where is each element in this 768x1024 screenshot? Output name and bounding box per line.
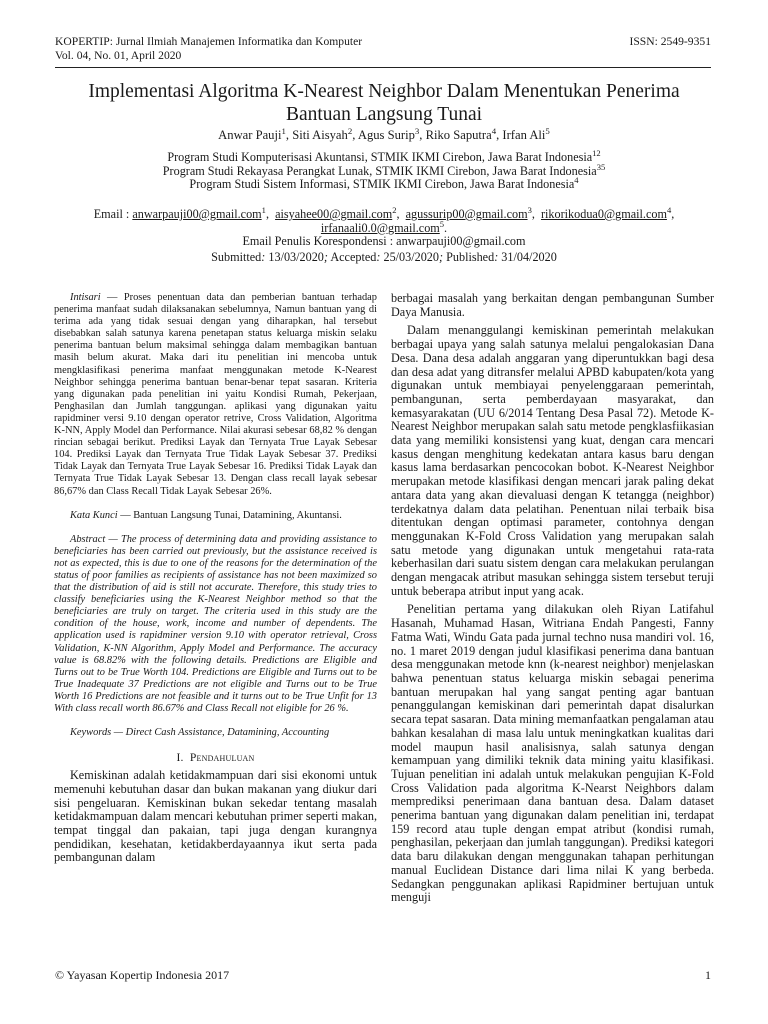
paper-title xyxy=(40,80,728,126)
email-link[interactable]: agussurip00@gmail.com xyxy=(405,207,528,221)
left-column xyxy=(54,292,377,865)
kata-kunci: Kata Kunci — Bantuan Langsung Tunai, Datamining, Akuntansi. xyxy=(70,509,342,521)
header-rule xyxy=(55,67,711,68)
page-footer xyxy=(55,968,711,983)
running-header xyxy=(55,35,711,63)
issn: ISSN: 2549-9351 xyxy=(629,35,711,48)
body-paragraph: berbagai masalah yang berkaitan dengan pembangunan Sumber Daya Manusia. xyxy=(391,291,714,319)
author: Siti Aisyah$^2$ xyxy=(292,125,353,142)
title-line-1: Implementasi Algoritma K-Nearest Neighbor Dalam Menentukan Penerima xyxy=(88,81,680,102)
email-link[interactable]: anwarpauji00@gmail.com xyxy=(132,207,262,221)
abstract: Abstract — The process of determining data and providing assistance to beneficiaries has been carried out previously, but the assistance received is not as expected, this is due to one of the reasons for the determination of the status of poor families as recipients of assistance has not been maximized so that the distribution of aid is still not accurate. Therefore, this study tries to classify beneficiaries using the K-Nearest Neighbor method so that the beneficiaries are truly on target. The criteria used in this study are the condition of the house, work, income and number of dependents. The application used is rapidminer version 9.10 with operator retrieval, Cross Validation, K-NN Algorithm, Apply Model and Performance. The accuracy value is 68.82% with the following details. Predictions are Eligible and Turns out to be True Worth 104. Predictions are Eligible and Turns out to be True Inadequate 37 Predictions are not eligible and Turns out to be True Worth 16 Predictions are not feasible and it turns out to be True Unfit for 13 With class recall worth 86.67% and Class Recall not eligible for 26 %. xyxy=(54,533,377,714)
body-paragraph: Dalam menanggulangi kemiskinan pemerintah melakukan berbagai upaya yang salah satunya melalui pengalokasian Dana Desa. Dana desa adalah anggaran yang diperuntukkan bagi desa dan desa adat yang ditransfer melalui APBD kabupaten/kota yang digunakan untuk membiayai penyelenggaraan pemerintah, pembangunan, serta pemberdayaan masyarakat, dan kemasyarakatan (UU 6/2014 Tentang Desa Pasal 72). Metode K-Nearest Neighbor merupakan salah satu metode pengklasfiikasian data yang memiliki konsistensi yang kuat, dengan cara mencari kasus dengan menghitung kedekatan antara kasus baru dengan kasus lama berdasarkan pencocokan bobot. K-Nearest Neighbor merupakan metode klasifikasi dengan mencari jarak paling dekat antara data yang akan dievaluasi dengan K tetangga (neighbor) terdekatnya dalam data pelatihan. Penentuan nilai terbaik bisa ditentukan dengan optimasi parameter, contohnya dengan menggunakan K-Fold Cross Validation yang merupakan salah satu metode yang digunakan untuk mengetahui rata-rata keberhasilan dari suatu sistem dengan cara melakukan perulangan dengan mengacak atribut masukan sehingga sistem tersebut teruji untuk beberapa atribut input yang acak. xyxy=(391,323,714,598)
page-number: 1 xyxy=(705,968,711,982)
affiliation: Program Studi Rekayasa Perangkat Lunak, STMIK IKMI Cirebon, Jawa Barat Indonesia$^{35}$ xyxy=(162,161,606,178)
title-line-2: Bantuan Langsung Tunai xyxy=(285,104,483,125)
author: Riko Saputra$^4$ xyxy=(425,125,497,142)
email-label: Email : xyxy=(93,207,133,221)
author: Agus Surip$^3$ xyxy=(357,125,420,142)
body-paragraph: Kemiskinan adalah ketidakmampuan dari sisi ekonomi untuk memenuhi kebutuhan dasar dan bukan makanan yang diukur dari sisi pengeluaran. Kemiskinan bukan sekedar tentang masalah ketidakmampuan dalam mencari kebutuhan primer seperti makan, tempat tinggal dan pakaian, tapi juga dengan kurangnya pendidikan, kesehatan, ketidakberdayaannya ikut serta pada pembangunan dalam xyxy=(54,768,377,865)
author-list: Anwar Pauji$^1$, Siti Aisyah$^2$, Agus Surip$^3$, Riko Saputra$^4$, Irfan Ali$^5$ xyxy=(218,125,550,142)
section-heading: I. Pendahuluan xyxy=(176,751,255,765)
email-link[interactable]: rikorikodua0@gmail.com xyxy=(540,207,667,221)
author-emails: Email : anwarpauji00@gmail.com$^1$, aisyahee00@gmail.com$^2$, agussurip00@gmail.com$^3$, rikorikodua0@gmail.com$^4$, irfanaali0.0@gmail.com$^5$. Email Penulis Korespondensi : anwarpauji00@gmail.com xyxy=(40,208,728,249)
email-link[interactable]: aisyahee00@gmail.com xyxy=(275,207,393,221)
author: Anwar Pauji$^1$ xyxy=(218,125,286,142)
right-column xyxy=(391,292,714,905)
correspondence-email: Email Penulis Korespondensi : anwarpauji00@gmail.com xyxy=(242,234,526,249)
author: Irfan Ali$^5$ xyxy=(502,125,550,142)
volume-info: Vol. 04, No. 01, April 2020 xyxy=(55,49,182,62)
body-paragraph: Penelitian pertama yang dilakukan oleh Riyan Latifahul Hasanah, Muhamad Hasan, Witriana Endah Pangesti, Fanny Fatma Wati, Windu Gata pada jurnal techno nusa mandiri vol. 16, no. 1 maret 2019 dengan judul klasifikasi penerima dana bantuan desa menggunakan metode knn (k-nearest neighbor) menjelaskan bahwa penentuan status keluarga miskin sebagai penerima bantuan merupakan hal yang sangat penting agar bantuan penanggulangan kemiskinan dari pemerintah dapat disalurkan secara tepat sasaran. Data mining memanfaatkan pengalaman atau bahkan kesalahan di masa lalu untuk meningkatkan kualitas dari model maupun hasil analisisnya, salah satunya dengan kemampuan yang dimiliki teknik data mining yaitu klasifikasi. Tujuan penelitian ini adalah untuk melakukan pengujian K-Fold Cross Validation pada algoritma K-Nearst Neighbors dalam memprediksi penerimaan dana bantuan desa. Dalam dataset penerima bantuan yang digunakan dalam penelitian ini, terdapat 159 record atau tuple dengan empat atribut (kondisi rumah, penghasilan, pekerjaan dan jumlah tanggungan). Prediksi kategori data baru dilakukan dengan menggunakan tahapan perhitungan manual Euclidean Distance dari lima nilai K yang berbeda. Sedangkan penggunakan aplikasi Rapidminer bertujuan untuk menguji xyxy=(391,602,714,905)
email-link[interactable]: irfanaali0.0@gmail.com xyxy=(320,220,440,235)
affiliation: Program Studi Komputerisasi Akuntansi, STMIK IKMI Cirebon, Jawa Barat Indonesia$^{12}$ xyxy=(167,147,601,164)
submission-dates: Submitted: 13/03/2020; Accepted: 25/03/2020; Published: 31/04/2020 xyxy=(211,250,557,264)
intisari: Intisari — Proses penentuan data dan pemberian bantuan terhadap penerima manfaat sudah dilaksanakan sebelumnya, Namun bantuan yang di terima ada yang tidak sesuai dengan yang diharapkan, hal tersebut disebabkan salah satunya karena penetapan status keluarga miskin selaku penerima bantuan belum maksimal sehingga dalam membagikan bantuan masih belum akurat. Maka dari itu penelitian ini mencoba untuk mengklasifikasi penerima manfaat menggunakan metode K-Nearest Neighbor sehingga penerima bantuan benar-benar tepat sasaran. Kriteria yang digunakan pada penelitian ini yaitu Kondisi Rumah, Pekerjaan, Penghasilan dan Jumlah tanggungan. aplikasi yang digunakan yaitu rapidminer versi 9.10 dengan operator retrive, Cross Validation, Algoritma K-NN, Apply Model dan Performance. Nilai akurasi sebesar 68,82 % dengan rincian sebagai berikut. Prediksi Layak dan Ternyata True Layak Sebesar 104. Prediksi Layak dan Ternyata True Tidak Layak Sebesar 37. Prediksi Tidak Layak dan Ternyata True Layak Sebesar 16. Prediksi Tidak Layak dan Ternyata True Tidak Layak Sebesar 13. Dengan class recall layak sebesar 86,67% dan Class Recall Tidak Layak Sebesar 26%. xyxy=(54,292,377,497)
copyright: © Yayasan Kopertip Indonesia 2017 xyxy=(55,968,230,982)
keywords: Keywords — Direct Cash Assistance, Datamining, Accounting xyxy=(70,727,330,739)
affiliation: Program Studi Sistem Informasi, STMIK IKMI Cirebon, Jawa Barat Indonesia$^4$ xyxy=(189,175,579,192)
journal-name: KOPERTIP: Jurnal Ilmiah Manajemen Informatika dan Komputer xyxy=(55,35,363,48)
affiliations xyxy=(40,147,728,192)
